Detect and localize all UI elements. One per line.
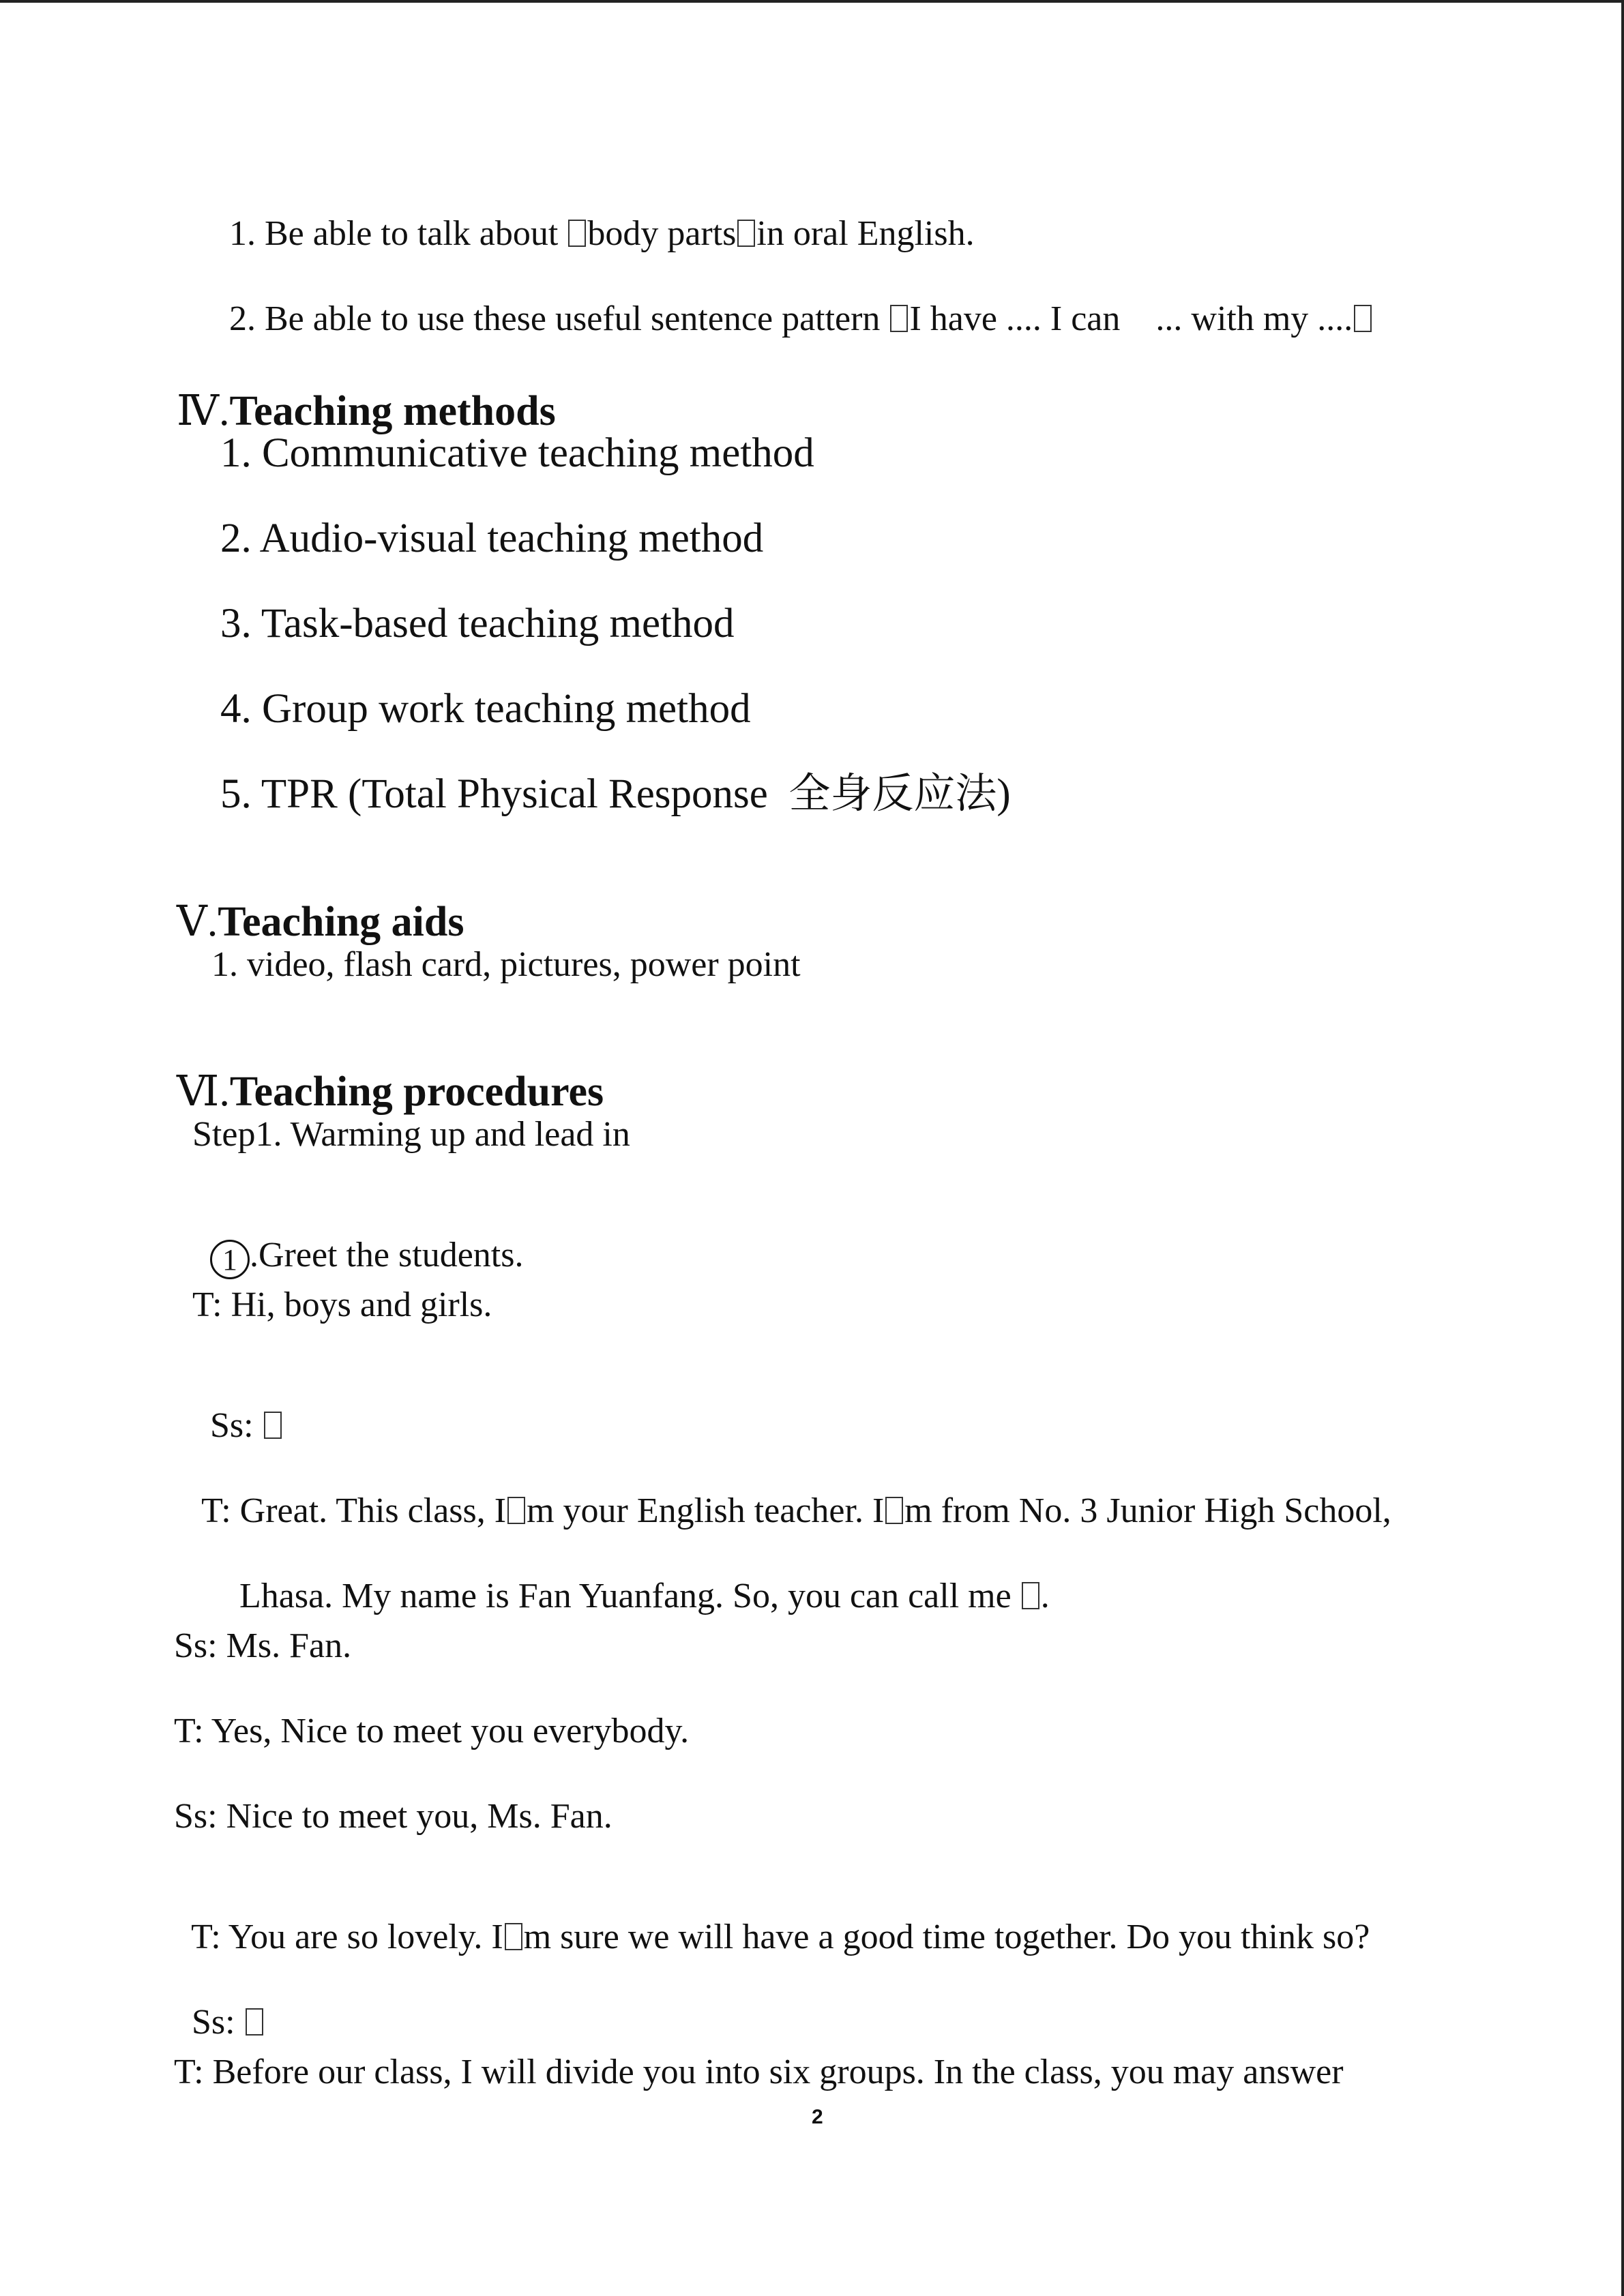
objective-item-1-post: in oral English.: [756, 214, 975, 253]
step-heading: Step1. Warming up and lead in: [192, 1115, 630, 1154]
section-heading-procedures: [156, 1028, 604, 1113]
dialogue-text: Lhasa. My name is Fan Yuanfang. So, you can call me: [239, 1577, 1020, 1615]
missing-glyph-icon: [737, 220, 755, 248]
dialogue-line: Ss: Nice to meet you, Ms. Fan.: [174, 1797, 612, 1836]
missing-glyph-icon: [507, 1497, 525, 1525]
aid-item: 1. video, flash card, pictures, power point: [211, 945, 801, 984]
missing-glyph-icon: [246, 2008, 263, 2036]
section-title: Teaching aids: [218, 899, 464, 945]
method-item: 2. Audio-visual teaching method: [220, 516, 764, 561]
dialogue-line: [174, 1884, 1370, 1955]
method-item: 4. Group work teaching method: [220, 686, 751, 732]
objective-item-1-mid: body parts: [587, 214, 737, 253]
dialogue-speaker: Ss:: [192, 2003, 244, 2042]
missing-glyph-icon: [890, 305, 908, 333]
greet-text: .Greet the students.: [250, 1236, 524, 1274]
page-right-border: [1621, 0, 1624, 2296]
method-item: 3. Task-based teaching method: [220, 601, 735, 646]
page-number: 2: [812, 2106, 823, 2128]
dialogue-line: Ss: Ms. Fan.: [174, 1626, 352, 1665]
dialogue-line: T: Before our class, I will divide you into six groups. In the class, you may answer: [174, 2053, 1344, 2091]
dialogue-line: [192, 1373, 283, 1444]
dialogue-line: [184, 1458, 1391, 1529]
section-numeral: Ⅳ.: [177, 388, 230, 434]
section-title: Teaching procedures: [229, 1069, 604, 1115]
section-numeral: Ⅵ.: [177, 1069, 230, 1115]
circled-number-icon: 1: [210, 1240, 250, 1279]
missing-glyph-icon: [1022, 1582, 1039, 1610]
section-heading-aids: [156, 859, 464, 943]
dialogue-text: m sure we will have a good time together. Do you think so?: [523, 1918, 1370, 1956]
section-numeral: Ⅴ.: [177, 899, 218, 945]
missing-glyph-icon: [264, 1412, 282, 1440]
method-item: 1. Communicative teaching method: [220, 430, 814, 476]
objective-item-1-pre: 1. Be able to talk about: [229, 214, 567, 253]
section-title: Teaching methods: [229, 388, 556, 434]
objective-item-2: [211, 266, 1373, 337]
dialogue-line: [222, 1543, 1050, 1614]
missing-glyph-icon: [505, 1923, 522, 1951]
objective-item-2-pre: 2. Be able to use these useful sentence pattern: [229, 299, 889, 338]
dialogue-line: T: Yes, Nice to meet you everybody.: [174, 1712, 690, 1750]
page-top-border: [0, 0, 1624, 3]
method-item: 5. TPR (Total Physical Response 全身反应法): [220, 771, 1011, 817]
dialogue-text: T: Great. This class, I: [201, 1491, 507, 1530]
missing-glyph-icon: [885, 1497, 903, 1525]
dialogue-text: m from No. 3 Junior High School,: [904, 1491, 1391, 1530]
dialogue-text: m your English teacher. I: [527, 1491, 885, 1530]
dialogue-speaker: Ss:: [210, 1406, 263, 1445]
section-heading-methods: [156, 348, 556, 432]
objective-item-2-mid: I have .... I can ... with my ....: [909, 299, 1353, 338]
dialogue-line: [174, 1969, 265, 2040]
missing-glyph-icon: [1354, 305, 1372, 333]
dialogue-text: .: [1040, 1577, 1050, 1615]
dialogue-text: T: You are so lovely. I: [191, 1918, 503, 1956]
missing-glyph-icon: [568, 220, 586, 248]
objective-item-1: [211, 181, 975, 252]
dialogue-line: T: Hi, boys and girls.: [192, 1285, 492, 1324]
greet-line: [192, 1202, 523, 1279]
